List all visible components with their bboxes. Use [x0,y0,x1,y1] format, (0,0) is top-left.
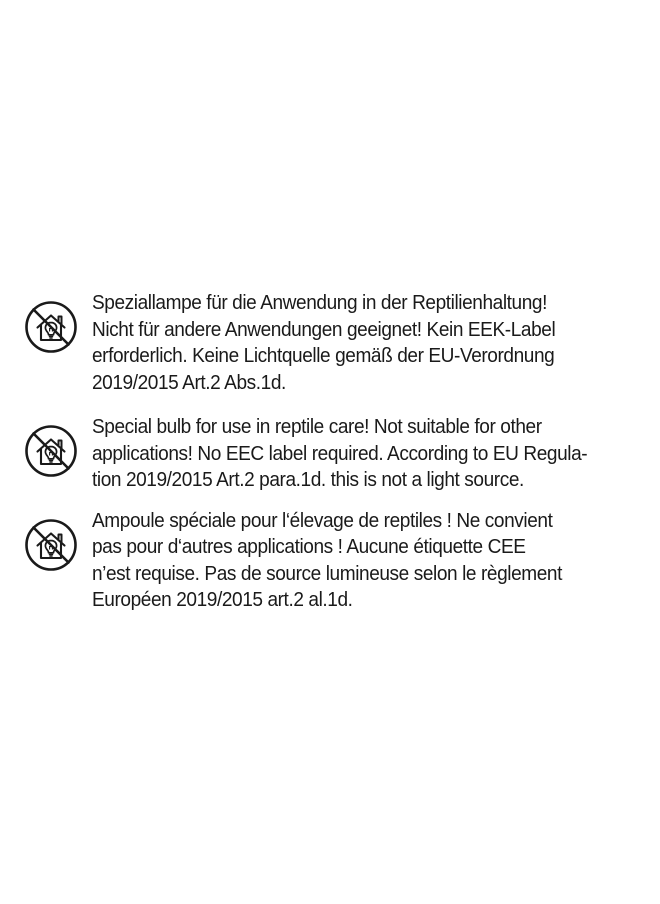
notice-line: pas pour d‘autres applications ! Aucune étiquette CEE [92,535,526,558]
notice-line: n’est requise. Pas de source lumineuse selon le règlement [92,561,562,585]
no-household-lamp-icon [24,518,78,572]
notice-line: applications! No EEC label required. According to EU Regula- [92,441,588,465]
notice-german [24,290,644,396]
no-household-lamp-icon [24,424,78,478]
notice-german-text [92,290,576,396]
notice-line: Nicht für andere Anwendungen geeignet! Kein EEK-Label [92,317,556,341]
notice-line: Special bulb for use in reptile care! Not suitable for other [92,415,542,438]
notice-english [24,414,644,494]
notice-english-text [92,414,588,494]
notice-line: tion 2019/2015 Art.2 para.1d. this is not a light source. [92,468,524,491]
notice-french-text [92,508,576,614]
no-household-lamp-icon [24,300,78,354]
notice-french [24,508,644,614]
notice-line: Ampoule spéciale pour l‘élevage de reptiles ! Ne convient [92,508,553,532]
notice-line: Européen 2019/2015 art.2 al.1d. [92,588,353,611]
notice-line: 2019/2015 Art.2 Abs.1d. [92,370,286,394]
notice-line: Speziallampe für die Anwendung in der Reptilienhaltung! [92,291,547,314]
notice-list [24,290,644,614]
notice-line: erforderlich. Keine Lichtquelle gemäß der EU-Verordnung [92,344,555,367]
